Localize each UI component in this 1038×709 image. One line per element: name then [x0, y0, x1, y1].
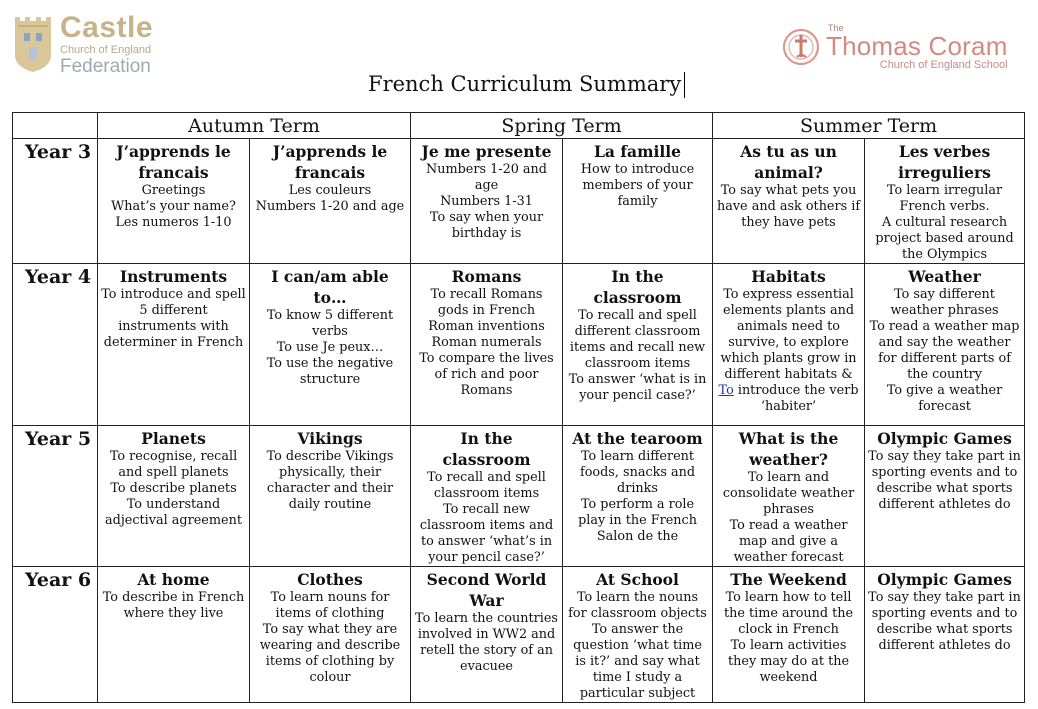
unit-topic: Second World War — [426, 570, 547, 610]
year-label: Year 6 — [13, 567, 98, 703]
table-row — [13, 264, 1025, 426]
unit-objective: To say different weather phrases — [890, 287, 999, 318]
unit-topic: Vikings — [297, 429, 363, 448]
unit-topic: J’apprends le francais — [116, 142, 231, 182]
thomas-coram-emblem-icon — [782, 26, 820, 68]
unit-topic: Je me presente — [421, 142, 552, 161]
unit-cell — [713, 264, 865, 426]
unit-objective: To learn irregular French verbs. — [886, 183, 1003, 214]
unit-objective: Roman inventions — [428, 319, 545, 334]
unit-objective: Greetings — [141, 183, 206, 198]
unit-objective: To use the negative structure — [266, 356, 394, 387]
unit-objective: To compare the lives of rich and poor Romans — [419, 351, 554, 398]
unit-topic: The Weekend — [730, 570, 847, 589]
unit-cell — [865, 264, 1025, 426]
unit-objective: To answer the question ‘what time is it?’ and say what time I study a particular subject — [573, 622, 702, 701]
unit-objective: How to introduce members of your family — [580, 162, 695, 209]
unit-topic: At School — [596, 570, 679, 589]
unit-cell — [563, 139, 713, 264]
unit-cell — [563, 426, 713, 567]
unit-cell — [98, 139, 250, 264]
term-spring: Spring Term — [411, 113, 713, 139]
unit-objective: To learn and consolidate weather phrases — [722, 470, 855, 517]
unit-topic: In the classroom — [442, 429, 531, 469]
unit-objective: To describe planets — [110, 481, 237, 496]
unit-cell — [98, 264, 250, 426]
unit-cell — [250, 139, 411, 264]
unit-objective: Les numeros 1-10 — [115, 215, 232, 230]
unit-objective: Roman numerals — [431, 335, 542, 350]
unit-topic: La famille — [594, 142, 682, 161]
text-cursor — [684, 72, 685, 98]
logo-castle-word: Castle — [60, 10, 154, 44]
unit-cell — [98, 567, 250, 703]
term-header-row — [13, 113, 1025, 139]
unit-cell — [250, 264, 411, 426]
unit-objective: To use Je peux… — [276, 340, 384, 355]
unit-objective: To describe in French where they live — [102, 590, 245, 621]
unit-objective: To give a weather forecast — [886, 383, 1003, 414]
unit-objective: To learn different foods, snacks and drinks — [579, 449, 696, 496]
unit-topic: Instruments — [119, 267, 228, 286]
term-summer: Summer Term — [713, 113, 1025, 139]
unit-objective: To learn how to tell the time around the clock in French — [723, 590, 854, 637]
unit-objective: Numbers 1-20 and age — [426, 162, 547, 193]
unit-topic: In the classroom — [593, 267, 682, 307]
unit-objective: To say when your birthday is — [429, 210, 544, 241]
logo-federation-word: Federation — [60, 55, 151, 77]
term-autumn: Autumn Term — [98, 113, 411, 139]
unit-topic: As tu as un animal? — [740, 142, 837, 182]
page-title: French Curriculum Summary — [368, 72, 682, 96]
unit-cell — [563, 264, 713, 426]
logo-the-word: The — [828, 22, 844, 33]
unit-objective: To read a weather map and say the weather for different parts of the country — [869, 319, 1020, 382]
unit-cell — [411, 264, 563, 426]
unit-objective: Numbers 1-20 and age — [255, 199, 405, 214]
unit-objective: To answer ‘what is in your pencil case?’ — [568, 372, 707, 403]
unit-objective: To recall new classroom items and to answer ‘what’s in your pencil case?’ — [419, 502, 554, 565]
unit-topic: Romans — [451, 267, 522, 286]
unit-objective: To describe Vikings physically, their character and their daily routine — [266, 449, 394, 512]
unit-topic: Planets — [141, 429, 206, 448]
unit-objective: To read a weather map and give a weather forecast — [729, 518, 848, 565]
unit-cell — [713, 139, 865, 264]
unit-objective: Les couleurs — [288, 183, 372, 198]
unit-objective: To say what they are wearing and describe items of clothing by colour — [259, 622, 401, 685]
unit-objective: To say what pets you have and ask others if they have pets — [716, 183, 861, 230]
unit-cell — [865, 567, 1025, 703]
unit-objective: To learn nouns for items of clothing — [270, 590, 390, 621]
unit-topic: Les verbes irreguliers — [898, 142, 991, 182]
curriculum-table — [12, 112, 1025, 703]
logo-school-line: Church of England School — [879, 58, 1008, 71]
table-row — [13, 426, 1025, 567]
spellcheck-underlined-word[interactable]: To — [718, 383, 734, 398]
year-label: Year 5 — [13, 426, 98, 567]
unit-topic: Clothes — [297, 570, 363, 589]
unit-cell — [411, 567, 563, 703]
year-label: Year 4 — [13, 264, 98, 426]
unit-objective: To understand adjectival agreement — [105, 497, 242, 528]
unit-cell — [713, 567, 865, 703]
unit-objective: To introduce and spell 5 different instruments with determiner in French — [101, 287, 246, 350]
logo-church-line: Church of England — [60, 43, 152, 56]
unit-cell — [250, 567, 411, 703]
unit-cell — [250, 426, 411, 567]
castle-federation-logo — [12, 10, 154, 77]
unit-objective: To say they take part in sporting events and to describe what sports different athletes do — [868, 590, 1021, 653]
unit-objective: To say they take part in sporting events and to describe what sports different athletes do — [868, 449, 1021, 512]
unit-objective: To recall and spell classroom items — [427, 470, 546, 501]
table-row — [13, 139, 1025, 264]
year-label: Year 3 — [13, 139, 98, 264]
unit-objective: What’s your name? — [111, 199, 236, 214]
unit-topic: Olympic Games — [877, 429, 1012, 448]
unit-topic: At the tearoom — [572, 429, 703, 448]
unit-objective: To know 5 different verbs — [266, 308, 394, 339]
unit-cell — [713, 426, 865, 567]
unit-cell — [865, 426, 1025, 567]
thomas-coram-logo — [782, 22, 1008, 72]
unit-topic: I can/am able to… — [271, 267, 389, 307]
unit-topic: Olympic Games — [877, 570, 1012, 589]
castle-icon — [12, 15, 54, 73]
unit-objective — [716, 383, 861, 415]
corner-cell — [13, 113, 98, 139]
logo-thomas-coram-word: Thomas Coram — [826, 30, 1008, 61]
unit-objective: To express essential elements plants and animals need to survive, to explore which plants grow in different habitats & — [720, 287, 857, 382]
unit-topic: J’apprends le francais — [272, 142, 388, 182]
unit-objective: To learn activities they may do at the weekend — [727, 638, 850, 685]
unit-objective: To recall Romans gods in French — [430, 287, 543, 318]
unit-objective: To learn the countries involved in WW2 and retell the story of an evacuee — [415, 611, 558, 674]
unit-objective: To perform a role play in the French Salon de the — [578, 497, 697, 544]
objective-continuation: introduce the verb ‘habiter’ — [733, 383, 859, 414]
unit-cell — [411, 426, 563, 567]
unit-objective: A cultural research project based around the Olympics — [875, 215, 1014, 262]
unit-cell — [98, 426, 250, 567]
unit-cell — [411, 139, 563, 264]
unit-topic: At home — [137, 570, 210, 589]
unit-objective: To recall and spell different classroom items and recall new classroom items — [569, 308, 706, 371]
unit-topic: What is the weather? — [738, 429, 839, 469]
unit-topic: Weather — [908, 267, 981, 286]
table-row — [13, 567, 1025, 703]
unit-cell — [563, 567, 713, 703]
unit-objective: To learn the nouns for classroom objects — [568, 590, 707, 621]
unit-objective: Numbers 1-31 — [440, 194, 533, 209]
unit-cell — [865, 139, 1025, 264]
unit-objective: To recognise, recall and spell planets — [109, 449, 238, 480]
unit-topic: Habitats — [751, 267, 826, 286]
